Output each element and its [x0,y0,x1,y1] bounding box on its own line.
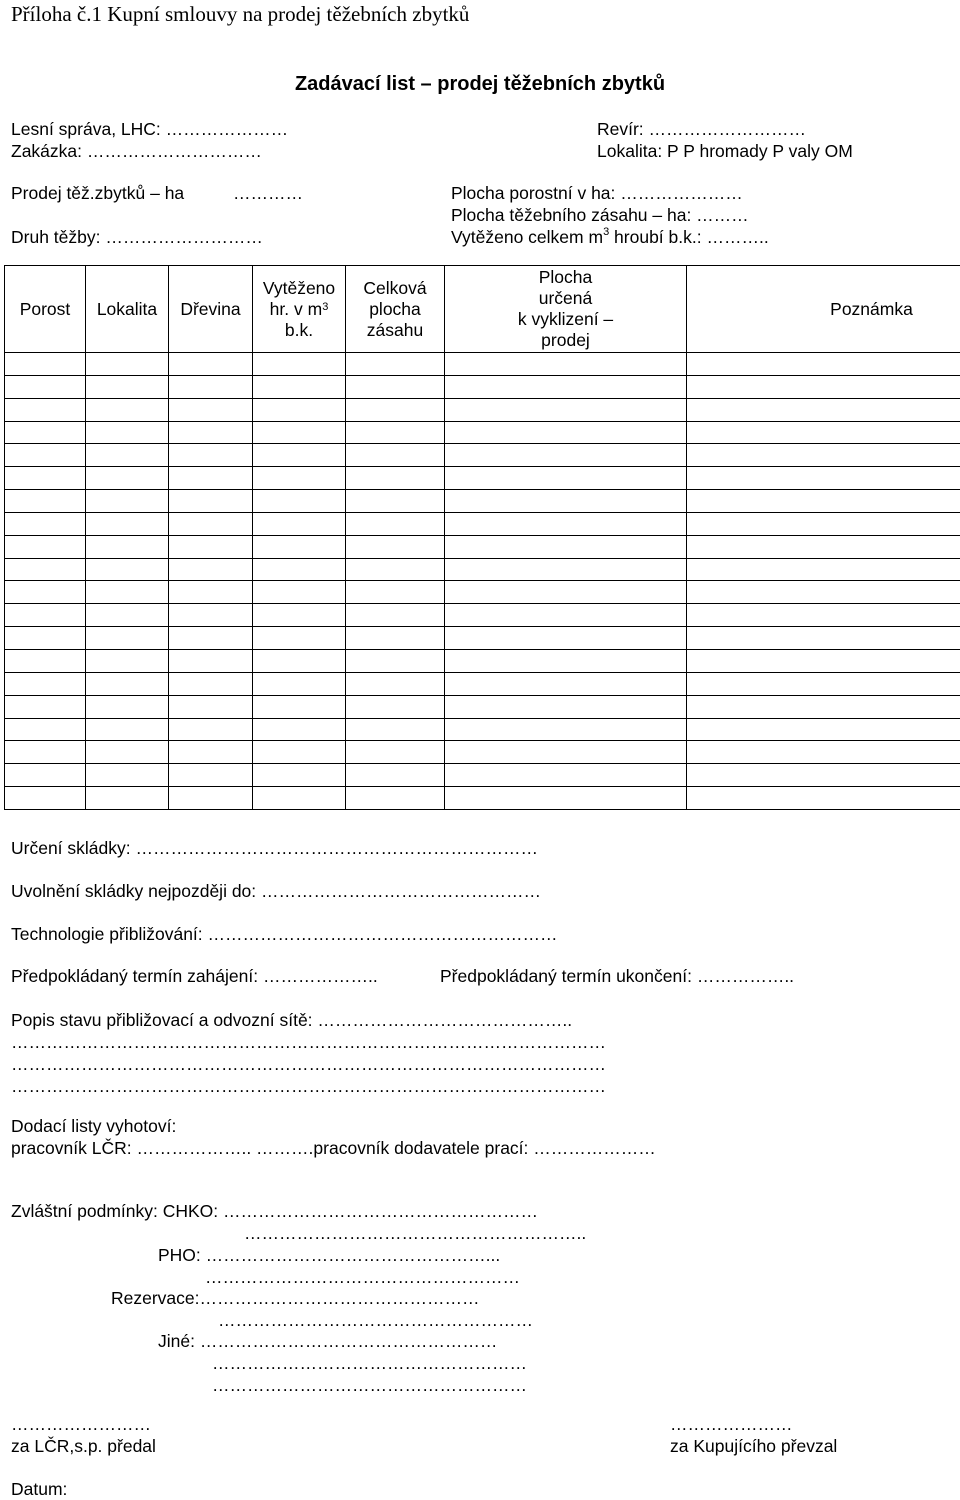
table-cell[interactable] [253,718,346,741]
table-cell[interactable] [445,490,687,513]
table-cell[interactable] [445,718,687,741]
table-cell[interactable] [86,787,169,810]
table-cell[interactable] [5,444,86,467]
urceni-skladky-field: Určení skládky: …………………………………………………………… [11,838,538,858]
table-cell[interactable] [169,741,253,764]
zvlastni-podminky-chko: Zvláštní podmínky: CHKO: ……………………………………………… [11,1201,539,1221]
table-cell[interactable] [346,604,445,627]
timber-table [4,265,960,810]
table-header-row [5,266,960,353]
table-cell[interactable] [445,512,687,535]
table-cell[interactable] [445,649,687,672]
table-cell[interactable] [445,375,687,398]
table-cell[interactable] [687,558,960,581]
table-cell[interactable] [445,467,687,490]
table-cell[interactable] [445,558,687,581]
pho-field: PHO: …………………………………………... [158,1245,501,1265]
rezervace-field: Rezervace:………………………………………… [111,1288,480,1308]
table-cell[interactable] [346,741,445,764]
table-cell[interactable] [5,764,86,787]
table-cell[interactable] [5,695,86,718]
table-cell[interactable] [687,444,960,467]
table-cell[interactable] [5,718,86,741]
revir-field: Revír: ……………………… [597,119,807,139]
table-cell[interactable] [5,558,86,581]
table-cell[interactable] [86,535,169,558]
table-cell[interactable] [253,581,346,604]
table-row [5,444,960,467]
table-cell[interactable] [169,535,253,558]
col-celkova-plocha: Celková plocha zásahu [346,266,445,353]
table-cell[interactable] [86,604,169,627]
table-cell[interactable] [169,695,253,718]
table-cell[interactable] [86,467,169,490]
table-cell[interactable] [445,398,687,421]
table-cell[interactable] [253,421,346,444]
table-row [5,421,960,444]
table-cell[interactable] [687,375,960,398]
table-cell[interactable] [346,627,445,650]
table-cell[interactable] [687,353,960,376]
popis-stavu-field: Popis stavu přibližovací a odvozní sítě: …………………………………….. [11,1010,573,1030]
table-cell[interactable] [445,787,687,810]
table-cell[interactable] [253,604,346,627]
table-cell[interactable] [687,581,960,604]
table-cell[interactable] [86,512,169,535]
table-row [5,741,960,764]
table-cell[interactable] [445,695,687,718]
popis-line-1: ………………………………………………………………………………………… [11,1032,606,1052]
col-plocha-urcena: Plocha určená k vyklizení – prodej [445,266,687,353]
form-title: Zadávací list – prodej těžebních zbytků [294,73,666,95]
table-cell[interactable] [253,741,346,764]
table-cell[interactable] [86,695,169,718]
table-cell[interactable] [687,490,960,513]
table-cell[interactable] [346,353,445,376]
table-cell[interactable] [86,764,169,787]
table-cell[interactable] [86,421,169,444]
table-cell[interactable] [86,490,169,513]
table-row [5,604,960,627]
table-row [5,718,960,741]
table-cell[interactable] [169,764,253,787]
signature-left-label: za LČR,s.p. předal [11,1436,156,1456]
table-cell[interactable] [346,558,445,581]
table-cell[interactable] [5,535,86,558]
table-cell[interactable] [687,535,960,558]
table-cell[interactable] [169,718,253,741]
table-cell[interactable] [253,649,346,672]
table-cell[interactable] [253,375,346,398]
prodej-dots: ………… [233,183,303,203]
table-cell[interactable] [86,741,169,764]
table-row [5,764,960,787]
lesni-sprava-field: Lesní správa, LHC: ………………… [11,119,289,139]
table-cell[interactable] [445,581,687,604]
table-row [5,398,960,421]
table-cell[interactable] [5,581,86,604]
table-row [5,512,960,535]
table-cell[interactable] [346,672,445,695]
col-vytezeno: Vytěženo hr. v $m^3$ b.k. [253,266,346,353]
table-cell[interactable] [169,672,253,695]
table-row [5,787,960,810]
druh-tezby-field: Druh těžby: ……………………… [11,227,263,247]
table-cell[interactable] [445,741,687,764]
attachment-heading: Příloha č.1 Kupní smlouvy na prodej těžebních zbytků [11,2,470,26]
table-cell[interactable] [5,672,86,695]
table-cell[interactable] [169,558,253,581]
table-cell[interactable] [169,787,253,810]
table-cell[interactable] [687,718,960,741]
table-cell[interactable] [253,512,346,535]
table-row [5,490,960,513]
table-cell[interactable] [86,581,169,604]
termin-zahajeni-field: Předpokládaný termín zahájení: ……………….. [11,966,378,986]
table-cell[interactable] [253,672,346,695]
table-cell[interactable] [169,421,253,444]
table-cell[interactable] [346,535,445,558]
popis-line-3: ………………………………………………………………………………………… [11,1076,606,1096]
table-cell[interactable] [346,581,445,604]
table-cell[interactable] [346,444,445,467]
table-cell[interactable] [169,467,253,490]
table-cell[interactable] [86,672,169,695]
signature-left-dots: …………………… [11,1414,151,1434]
table-cell[interactable] [687,672,960,695]
table-cell[interactable] [346,695,445,718]
table-row [5,467,960,490]
table-cell[interactable] [169,375,253,398]
table-cell[interactable] [253,490,346,513]
chko-line: ………………………………………………….. [244,1223,587,1243]
table-cell[interactable] [445,672,687,695]
table-row [5,672,960,695]
table-cell[interactable] [346,398,445,421]
table-cell[interactable] [253,695,346,718]
table-cell[interactable] [86,444,169,467]
table-cell[interactable] [687,695,960,718]
table-cell[interactable] [169,444,253,467]
table-cell[interactable] [445,353,687,376]
table-cell[interactable] [86,353,169,376]
table-cell[interactable] [253,398,346,421]
table-row [5,375,960,398]
vytezeno-celkem-field: Vytěženo celkem $m^3$ hroubí b.k.: ……….. [451,226,769,247]
signature-right-label: za Kupujícího převzal [670,1436,838,1456]
table-cell[interactable] [687,787,960,810]
table-cell[interactable] [346,467,445,490]
dodaci-listy-pracovnici: pracovník LČR: ……………….. ……….pracovník dodavatele prací: ………………… [11,1138,656,1158]
table-cell[interactable] [687,627,960,650]
table-cell[interactable] [687,467,960,490]
table-cell[interactable] [5,421,86,444]
table-cell[interactable] [687,741,960,764]
technologie-field: Technologie přibližování: …………………………………………………… [11,924,558,944]
table-cell[interactable] [253,627,346,650]
table-cell[interactable] [445,421,687,444]
table-cell[interactable] [445,764,687,787]
table-cell[interactable] [86,718,169,741]
table-cell[interactable] [346,490,445,513]
table-cell[interactable] [346,649,445,672]
table-body [5,353,960,810]
table-cell[interactable] [169,627,253,650]
pho-line: ……………………………………………… [205,1267,520,1287]
lokalita-field: Lokalita: P P hromady P valy OM [597,141,853,161]
table-cell[interactable] [445,535,687,558]
jine-line-1: ……………………………………………… [212,1353,527,1373]
table-row [5,649,960,672]
table-cell[interactable] [445,604,687,627]
table-row [5,695,960,718]
table-cell[interactable] [445,627,687,650]
table-cell[interactable] [169,649,253,672]
table-cell[interactable] [346,512,445,535]
jine-field: Jiné: …………………………………………… [158,1331,498,1351]
plocha-porostni-field: Plocha porostní v ha: ………………… [451,183,743,203]
table-cell[interactable] [86,558,169,581]
signature-right-dots: ………………… [670,1414,793,1434]
rezervace-line: ……………………………………………… [218,1310,533,1330]
table-cell[interactable] [5,741,86,764]
table-cell[interactable] [169,398,253,421]
table-cell[interactable] [346,375,445,398]
table-row [5,627,960,650]
table-cell[interactable] [253,467,346,490]
uvolneni-skladky-field: Uvolnění skládky nejpozději do: ………………………………………… [11,881,542,901]
table-cell[interactable] [253,535,346,558]
popis-line-2: ………………………………………………………………………………………… [11,1054,606,1074]
datum-field: Datum: [11,1479,68,1499]
table-cell[interactable] [253,787,346,810]
table-cell[interactable] [253,764,346,787]
table-cell[interactable] [5,787,86,810]
table-cell[interactable] [86,375,169,398]
table-cell[interactable] [169,353,253,376]
dodaci-listy-label: Dodací listy vyhotoví: [11,1116,177,1136]
table-cell[interactable] [5,467,86,490]
table-row [5,353,960,376]
table-cell[interactable] [86,627,169,650]
table-cell[interactable] [346,787,445,810]
table-cell[interactable] [5,353,86,376]
prodej-field: Prodej těž.zbytků – ha [11,183,185,203]
table-cell[interactable] [687,512,960,535]
table-cell[interactable] [5,649,86,672]
termin-ukonceni-field: Předpokládaný termín ukončení: …………….. [440,966,795,986]
table-cell[interactable] [687,604,960,627]
table-cell[interactable] [346,718,445,741]
table-cell[interactable] [346,421,445,444]
table-cell[interactable] [253,353,346,376]
table-cell[interactable] [169,581,253,604]
table-cell[interactable] [687,398,960,421]
table-cell[interactable] [169,490,253,513]
table-cell[interactable] [687,421,960,444]
table-cell[interactable] [687,649,960,672]
table-cell[interactable] [86,649,169,672]
table-cell[interactable] [253,558,346,581]
table-cell[interactable] [687,764,960,787]
table-cell[interactable] [169,604,253,627]
plocha-tezebniho-field: Plocha těžebního zásahu – ha: ……… [451,205,749,225]
table-cell[interactable] [5,512,86,535]
table-cell[interactable] [86,398,169,421]
col-lokalita: Lokalita [86,266,169,353]
table-row [5,558,960,581]
table-row [5,535,960,558]
table-cell[interactable] [5,627,86,650]
table-row [5,581,960,604]
table-cell[interactable] [5,490,86,513]
table-cell[interactable] [5,604,86,627]
col-drevina: Dřevina [169,266,253,353]
table-cell[interactable] [445,444,687,467]
table-cell[interactable] [169,512,253,535]
table-cell[interactable] [346,764,445,787]
table-cell[interactable] [5,398,86,421]
table-cell[interactable] [5,375,86,398]
zakazka-field: Zakázka: ………………………… [11,141,262,161]
jine-line-2: ……………………………………………… [212,1375,527,1395]
col-porost: Porost [5,266,86,353]
table-cell[interactable] [253,444,346,467]
col-poznamka: Poznámka [687,266,960,353]
